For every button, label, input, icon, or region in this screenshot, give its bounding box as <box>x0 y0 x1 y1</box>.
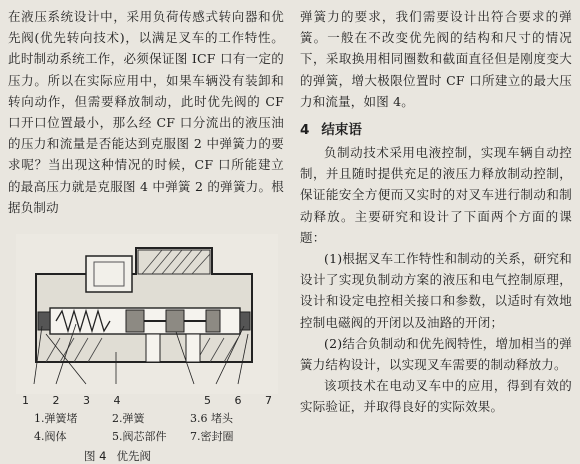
figure-caption <box>84 448 151 464</box>
fig-number-4: 4 <box>113 394 121 407</box>
fig-number-6: 6 <box>234 394 242 407</box>
figure-legend <box>34 410 274 446</box>
left-paragraph: 在液压系统设计中，采用负荷传感式转向器和优先阀(优先转向技术)，以满足叉车的工作特性。此时制动系统工作，必须保证图 ICF 口有一定的压力。所以在实际应用中，如果车辆没有装卸和转向动作，但需要释放制动，此时优先阀的 CF 口开口位置最小，那么经 CF 口分流出的液压油的压力和流量是否能达到克服图 2 中弹簧力的要求呢？当出现这种情况的时候，CF 口所能建立的最高压力就是克服图 4 中弹簧 2 的弹簧力。根据负制动 <box>8 9 284 215</box>
section-heading <box>300 118 572 138</box>
right-column <box>300 6 572 418</box>
section-title: 结束语 <box>321 122 362 139</box>
figure-4 <box>8 234 284 463</box>
legend-item: 7.密封圈 <box>190 430 234 443</box>
figure-number-labels <box>16 394 278 407</box>
right-paragraph-5: 该项技术在电动叉车中的应用，得到有效的实际验证，并取得良好的实际效果。 <box>300 378 572 415</box>
legend-row <box>34 410 274 428</box>
fig-number-1: 1 <box>22 394 29 407</box>
fig-number-5: 5 <box>204 394 211 407</box>
legend-item: 1.弹簧堵 <box>34 412 78 425</box>
legend-item: 4.阀体 <box>34 430 67 443</box>
section-number: 4 <box>300 122 310 139</box>
right-paragraph-2: 负制动技术采用电液控制，实现车辆自动控制，并且随时提供充足的液压力释放制动控制，保证能安全方便而又实时的对叉车进行制动和制动释放。主要研究和设计了下面两个方面的课题： <box>300 145 572 245</box>
legend-row <box>34 428 274 446</box>
caption-title: 优先阀 <box>116 449 151 463</box>
legend-item: 2.弹簧 <box>112 412 145 425</box>
fig-number-3: 3 <box>83 394 90 407</box>
fig-number-2: 2 <box>52 394 60 407</box>
caption-label: 图 4 <box>84 449 107 463</box>
legend-item: 3.6 堵头 <box>190 412 233 425</box>
fig-number-7: 7 <box>265 394 272 407</box>
legend-item: 5.阀芯部件 <box>112 430 167 443</box>
priority-valve-drawing <box>16 234 278 394</box>
left-column <box>8 6 284 463</box>
right-paragraph-3: (1)根据叉车工作特性和制动的关系，研究和设计了实现负制动方案的液压和电气控制原理，设计和设定电控相关接口和参数，以适时有效地控制电磁阀的开闭以及油路的开闭； <box>300 251 572 330</box>
right-paragraph-1: 弹簧力的要求，我们需要设计出符合要求的弹簧。一般在不改变优先阀的结构和尺寸的情况下，采取换用相同圈数和截面直径但是刚度变大的弹簧，增大极限位置时 CF 口所建立的最大压力和流量，如图 4。 <box>300 9 572 109</box>
right-paragraph-4: (2)结合负制动和优先阀特性，增加相当的弹簧力结构设计，以实现叉车需要的制动释放力。 <box>300 335 572 373</box>
